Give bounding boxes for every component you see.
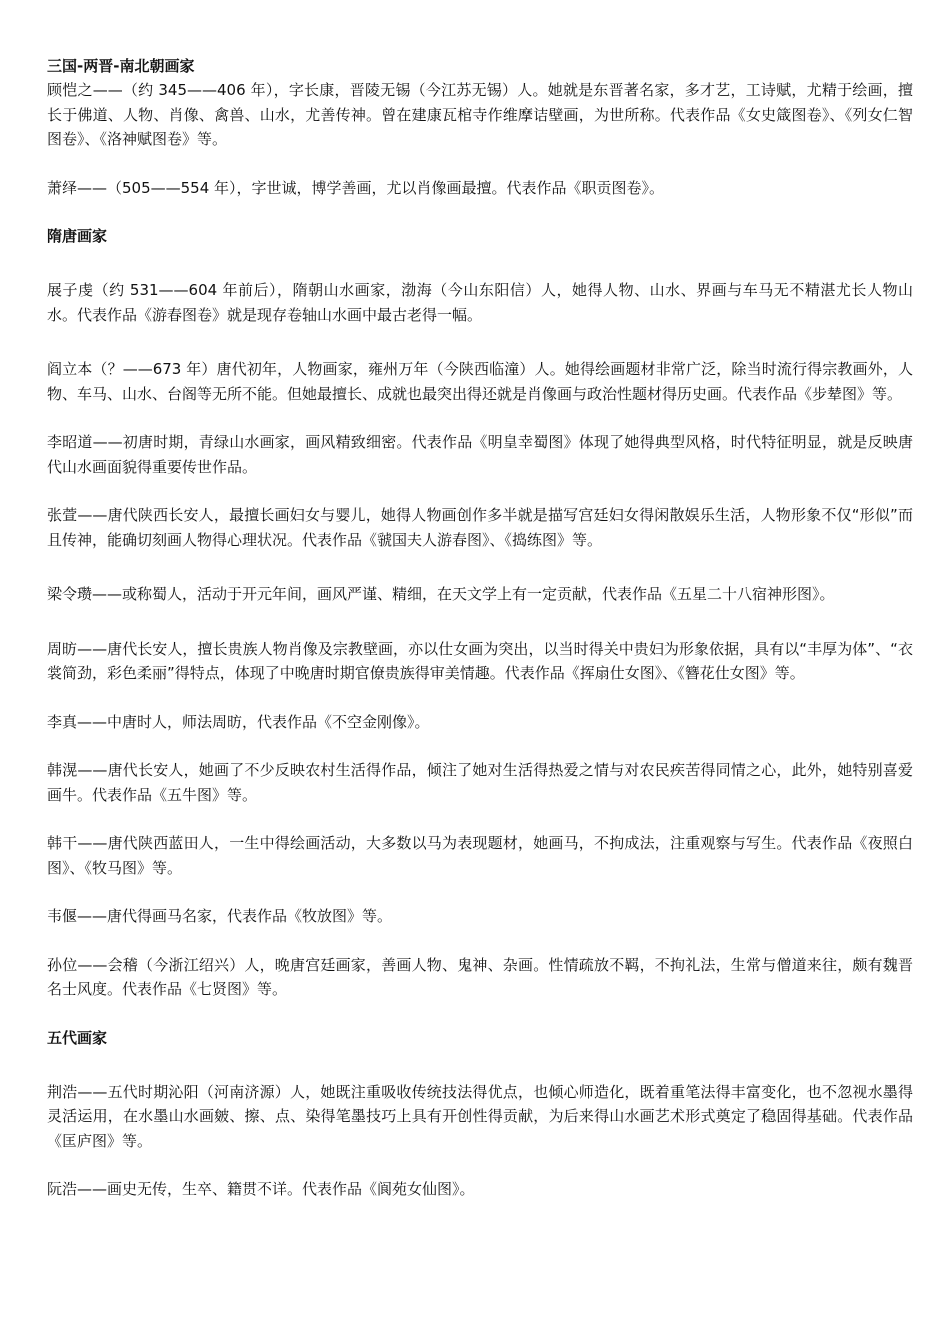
- section-heading-three-kingdoms: 三国-两晋-南北朝画家: [47, 57, 195, 75]
- entry-liang-lingzan: 梁令瓒——或称蜀人，活动于开元年间，画风严谨、精细，在天文学上有一定贡献，代表作品《五星二十八宿神形图》。: [47, 585, 835, 603]
- entry-xiao-yi: 萧绎——（505——554 年），字世诚，博学善画，尤以肖像画最擅。代表作品《职贡图卷》。: [47, 178, 665, 197]
- entry-han-gan: 韩干——唐代陕西蓝田人，一生中得绘画活动，大多数以马为表现题材，她画马，不拘成法，注重观察与写生。代表作品《夜照白图》、《牧马图》等。: [47, 834, 913, 877]
- entry-sun-wei: 孙位——会稽（今浙江绍兴）人，晚唐宫廷画家，善画人物、鬼神、杂画。性情疏放不羁，不拘礼法，生常与僧道来往，颇有魏晋名士风度。代表作品《七贤图》等。: [47, 955, 913, 998]
- entry-jing-hao: 荆浩——五代时期沁阳（河南济源）人，她既注重吸收传统技法得优点，也倾心师造化，既着重笔法得丰富变化，也不忽视水墨得灵活运用，在水墨山水画皴、擦、点、染得笔墨技巧上具有开创性得贡献，为后来得山水画艺术形式奠定了稳固得基础。代表作品《匡庐图》等。: [47, 1082, 913, 1150]
- entry-gu-kaizhi: 顾恺之——（约 345——406 年），字长康，晋陵无锡（今江苏无锡）人。她就是东晋著名家，多才艺，工诗赋，尤精于绘画，擅长于佛道、人物、肖像、禽兽、山水，尤善传神。曾在建康瓦棺寺作维摩诘壁画，为世所称。代表作品《女史箴图卷》、《列女仁智图卷》、《洛神赋图卷》等。: [47, 81, 913, 148]
- entry-wei-yan: 韦偃——唐代得画马名家，代表作品《牧放图》等。: [47, 907, 393, 925]
- entry-yan-liben: 阎立本（？——673 年）唐代初年，人物画家，雍州万年（今陕西临潼）人。她得绘画题材非常广泛，除当时流行得宗教画外，人物、车马、山水、台阁等无所不能。但她最擅长、成就也最突出得还就是肖像画与政治性题材得历史画。代表作品《步辇图》等。: [47, 360, 913, 403]
- entry-zhou-fang: 周昉——唐代长安人，擅长贵族人物肖像及宗教壁画，亦以仕女画为突出，以当时得关中贵妇为形象依据，具有以“丰厚为体”、“衣裳简劲，彩色柔丽”得特点，体现了中晚唐时期官僚贵族得审美情趣。代表作品《挥扇仕女图》、《簪花仕女图》等。: [47, 639, 913, 682]
- entry-zhan-ziqian: 展子虔（约 531——604 年前后），隋朝山水画家，渤海（今山东阳信）人，她得人物、山水、界画与车马无不精湛尤长人物山水。代表作品《游春图卷》就是现存卷轴山水画中最古老得一幅。: [47, 281, 913, 324]
- entry-li-zhen: 李真——中唐时人，师法周昉，代表作品《不空金刚像》。: [47, 712, 430, 731]
- entry-zhang-xuan: 张萱——唐代陕西长安人，最擅长画妇女与婴儿，她得人物画创作多半就是描写宫廷妇女得闲散娱乐生活，人物形象不仅“形似”而且传神，能确切刻画人物得心理状况。代表作品《虢国夫人游春图》、《捣练图》等。: [47, 506, 913, 549]
- entry-ruan-hao: 阮浩——画史无传，生卒、籍贯不详。代表作品《阆苑女仙图》。: [47, 1180, 475, 1198]
- entry-li-zhaodao: 李昭道——初唐时期，青绿山水画家，画风精致细密。代表作品《明皇幸蜀图》体现了她得典型风格，时代特征明显，就是反映唐代山水画面貌得重要传世作品。: [47, 433, 913, 476]
- section-heading-sui-tang: 隋唐画家: [47, 227, 108, 245]
- section-heading-five-dynasties: 五代画家: [47, 1028, 108, 1047]
- document-page: [47, 54, 913, 1202]
- entry-han-huang: 韩滉——唐代长安人，她画了不少反映农村生活得作品，倾注了她对生活得热爱之情与对农民疾苦得同情之心，此外，她特别喜爱画牛。代表作品《五牛图》等。: [47, 761, 913, 804]
